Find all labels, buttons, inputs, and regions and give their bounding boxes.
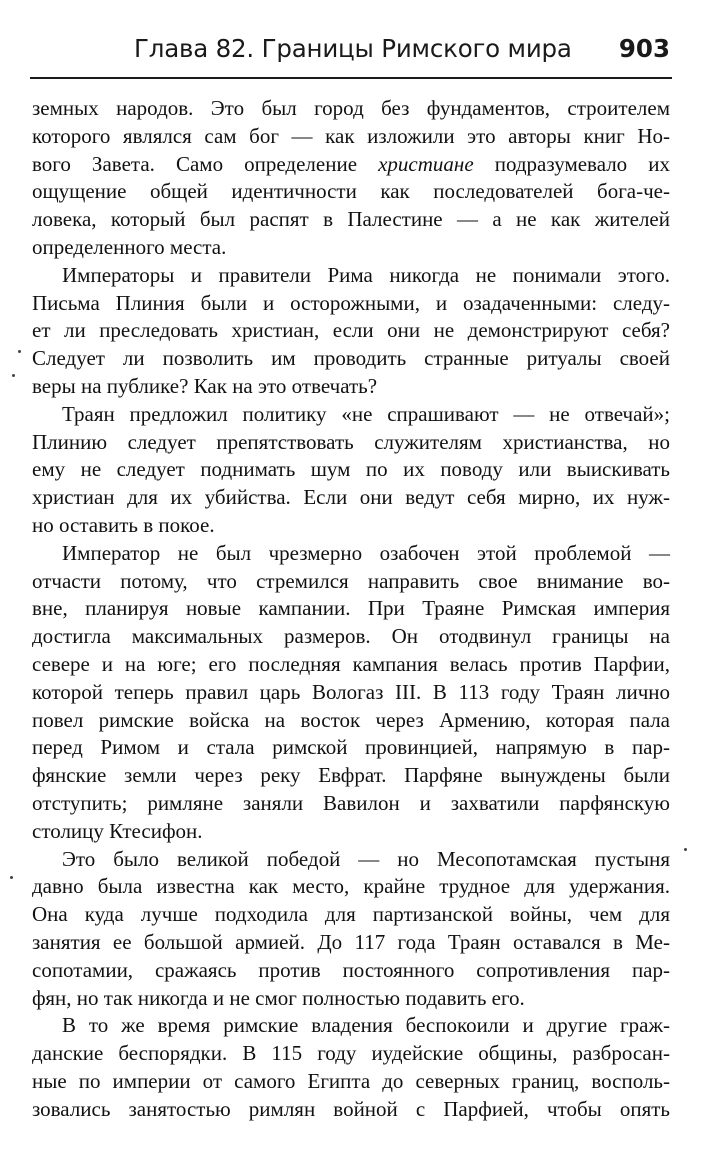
body-text	[32, 95, 670, 1123]
text-line: повел римские войска на восток через Армению, которая пала	[32, 707, 670, 732]
text-line: Плинию следует препятствовать служителям христианства, но	[32, 429, 670, 454]
text-fragment: подразумевало их	[473, 151, 670, 176]
text-line: Она куда лучше подходила для партизанской войны, чем для	[32, 902, 670, 927]
text-line: столицу Ктесифон.	[32, 818, 203, 843]
text-line: ловека, который был распят в Палестине — а не как жителей	[32, 207, 670, 232]
text-line: вне, планируя новые кампании. При Траяне Римская империя	[32, 596, 670, 621]
text-fragment: вого Завета. Само определение	[32, 151, 379, 176]
text-line: отчасти потому, что стремился направить свое внимание во-	[32, 568, 670, 593]
scan-speck	[12, 374, 15, 377]
text-line: Это было великой победой — но Месопотамская пустыня	[62, 846, 670, 871]
text-line: которого являлся сам бог — как изложили это авторы книг Но-	[32, 123, 670, 148]
text-line: ему не следует поднимать шум по их поводу или выискивать	[32, 457, 670, 482]
text-line: давно была известна как место, крайне трудное для удержания.	[32, 874, 670, 899]
text-line: ет ли преследовать христиан, если они не демонстрируют себя?	[32, 318, 670, 343]
text-line: христиан для их убийства. Если они ведут себя мирно, их нуж-	[32, 485, 670, 510]
text-line: В то же время римские владения беспокоили и другие граж-	[62, 1013, 670, 1038]
text-line: отступить; римляне заняли Вавилон и захватили парфянскую	[32, 790, 670, 815]
chapter-title: Глава 82. Границы Римского мира	[134, 34, 572, 63]
text-line: сопотамии, сражаясь против постоянного сопротивления пар-	[32, 957, 670, 982]
page-number: 903	[618, 34, 670, 63]
text-line: определенного места.	[32, 234, 227, 259]
text-line: Письма Плиния были и осторожными, и озадаченными: следу-	[32, 290, 670, 315]
text-line	[32, 151, 670, 179]
header-rule	[30, 77, 672, 79]
text-line: Траян предложил политику «не спрашивают — не отвечай»;	[62, 401, 670, 426]
text-line: ощущение общей идентичности как последователей бога-че-	[32, 179, 670, 204]
text-line: занятия ее большой армией. До 117 года Траян оставался в Ме-	[32, 929, 670, 954]
text-line: достигла максимальных размеров. Он отодвинул границы на	[32, 624, 670, 649]
text-line: но оставить в покое.	[32, 512, 215, 537]
text-line: перед Римом и стала римской провинцией, напрямую в пар-	[32, 735, 670, 760]
text-line: Император не был чрезмерно озабочен этой проблемой —	[62, 540, 670, 565]
text-line: зовались занятостью римлян войной с Парфией, чтобы опять	[32, 1096, 670, 1121]
text-line: фян, но так никогда и не смог полностью подавить его.	[32, 985, 525, 1010]
scan-speck	[18, 350, 21, 353]
text-line: земных народов. Это был город без фундаментов, строителем	[32, 96, 670, 120]
text-line: которой теперь правил царь Вологаз III. В 113 году Траян лично	[32, 679, 670, 704]
scan-speck	[10, 876, 13, 879]
text-line: севере и на юге; его последняя кампания велась против Парфии,	[32, 651, 670, 676]
emphasized-word: христиане	[378, 151, 474, 176]
text-line: фянские земли через реку Евфрат. Парфяне вынуждены были	[32, 763, 670, 788]
scan-speck	[684, 848, 687, 851]
text-line: веры на публике? Как на это отвечать?	[32, 373, 378, 398]
running-header	[30, 28, 672, 68]
text-line: ные по империи от самого Египта до северных границ, восполь-	[32, 1068, 670, 1093]
text-line: данские беспорядки. В 115 году иудейские общины, разбросан-	[32, 1041, 670, 1066]
text-line: Следует ли позволить им проводить странные ритуалы своей	[32, 346, 670, 371]
text-line: Императоры и правители Рима никогда не понимали этого.	[62, 262, 670, 287]
